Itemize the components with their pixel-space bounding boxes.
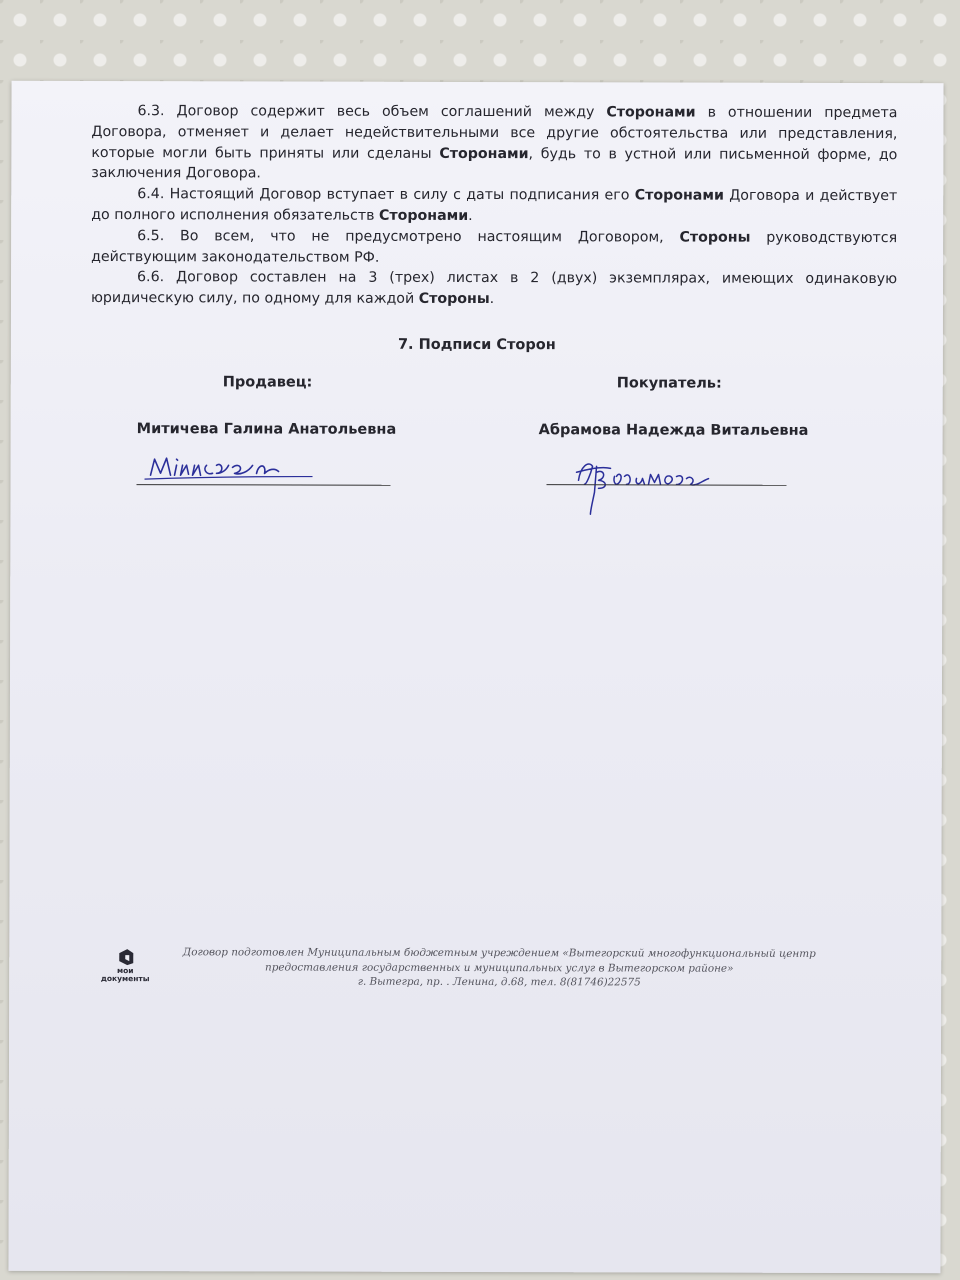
footer-line: Договор подготовлен Муниципальным бюджетным учреждением «Вытегорский многофункциональный центр — [182, 946, 816, 960]
clause-paragraph — [91, 267, 897, 311]
logo-text — [97, 967, 153, 983]
defined-term: Сторонами — [439, 145, 529, 162]
buyer-signature — [550, 444, 750, 517]
logo-text-line: мои — [116, 966, 134, 976]
my-documents-logo — [97, 947, 153, 1007]
clause-paragraph — [91, 184, 897, 228]
clause-text: . — [468, 207, 473, 224]
defined-term: Стороны — [679, 229, 751, 246]
footer-note — [179, 945, 819, 990]
clause-paragraph — [91, 226, 897, 270]
seller-signature — [136, 443, 326, 493]
footer-line: г. Вытегра, пр. . Ленина, д.68, тел. 8(81746)22575 — [357, 975, 641, 989]
clause-text: Договора и действует до полного исполнения обязательств — [91, 187, 898, 224]
defined-term: Сторонами — [634, 187, 724, 204]
seller-name: Митичева Галина Анатольевна — [136, 421, 397, 438]
buyer-role-label: Покупатель: — [616, 375, 722, 392]
defined-term: Сторонами — [606, 104, 696, 121]
logo-mark-icon — [97, 947, 153, 967]
footer-line: предоставления государственных и муниципальных услуг в Вытегорском районе» — [264, 960, 734, 975]
clause-text: руководствуются действующим законодательством РФ. — [91, 229, 898, 266]
clause-text: 6.3. Договор содержит весь объем соглашений между — [137, 103, 607, 121]
section-title: 7. Подписи Сторон — [397, 336, 556, 354]
buyer-name: Абрамова Надежда Витальевна — [538, 422, 809, 439]
logo-text-line: документы — [100, 974, 150, 984]
clause-text: , будь то в устной или письменной форме, до заключения Договора. — [91, 145, 898, 182]
document-page — [8, 81, 943, 1273]
clause-text: в отношении предмета Договора, отменяет и делает недействительными все другие обстоятельства или представления, которые могли быть приняты или сделаны — [91, 104, 898, 162]
clause-text: 6.4. Настоящий Договор вступает в силу с даты подписания его — [137, 186, 635, 204]
clause-text: 6.5. Во всем, что не предусмотрено настоящим Договором, — [137, 227, 680, 246]
defined-term: Сторонами — [378, 207, 469, 224]
clause-text: 6.6. Договор составлен на 3 (трех) листах в 2 (двух) экземплярах, имеющих одинаковую юридическую силу, по одному для каждой — [90, 269, 898, 308]
seller-role-label: Продавец: — [222, 374, 313, 391]
clause-text: . — [489, 291, 495, 308]
contract-clauses — [91, 101, 898, 311]
defined-term: Стороны — [418, 291, 490, 308]
clause-paragraph — [91, 101, 897, 186]
